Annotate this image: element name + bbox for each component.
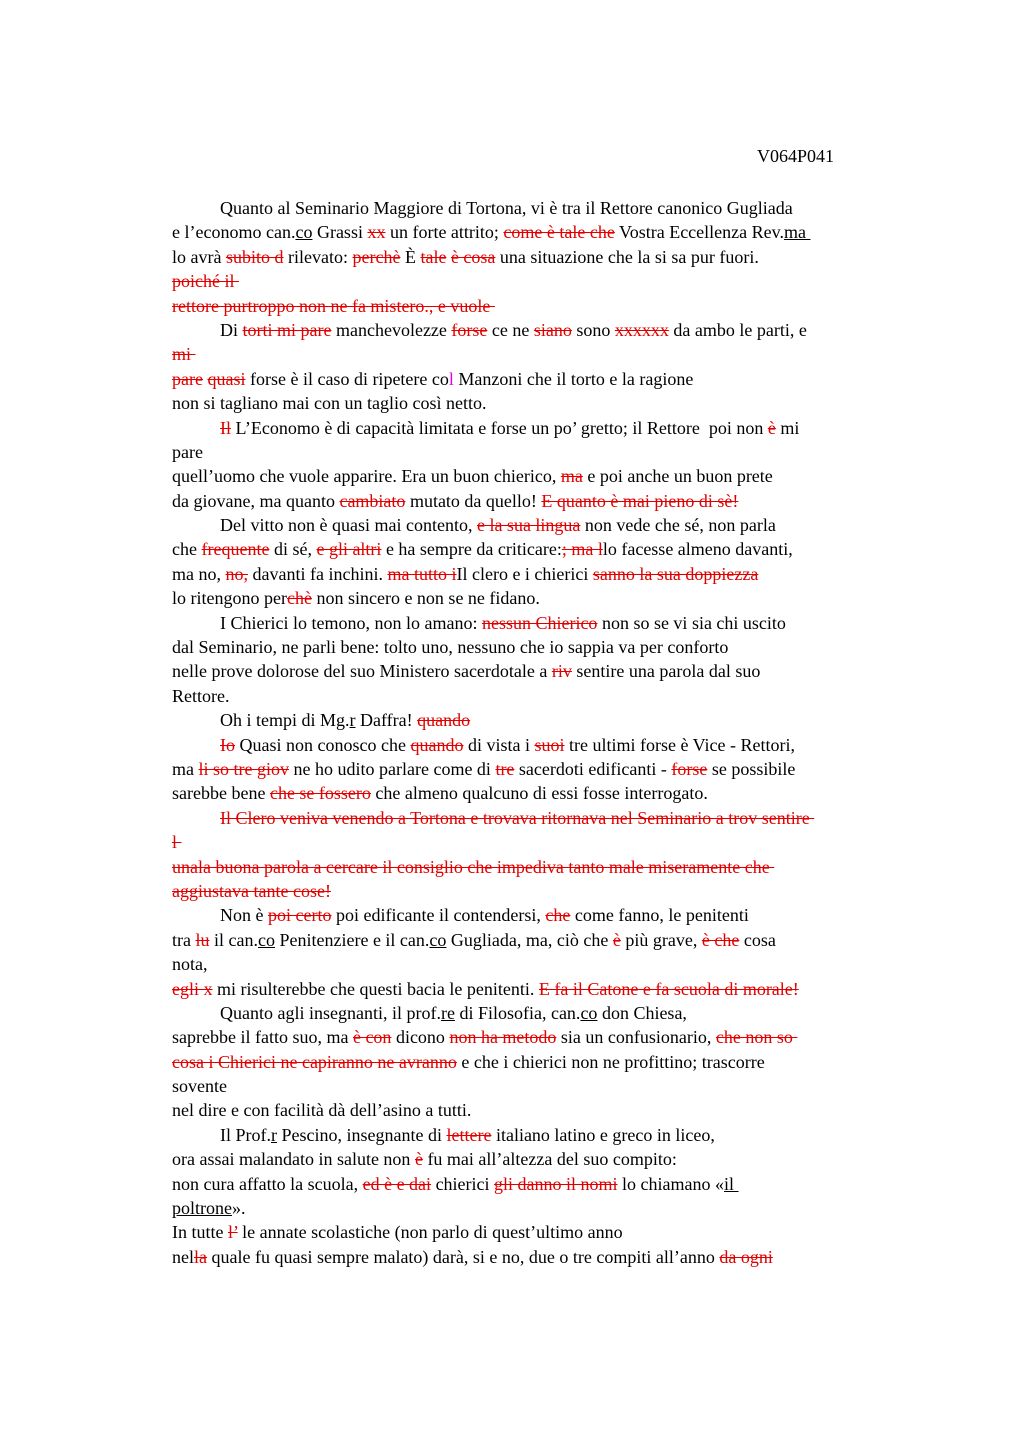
text-line (172, 635, 932, 659)
text-run: In tutte (172, 1222, 228, 1243)
text-line (172, 1245, 932, 1269)
text-line (172, 611, 932, 635)
text-line (172, 416, 932, 440)
superscript-abbreviation: co (295, 222, 313, 243)
text-run: da giovane, ma quanto (172, 490, 340, 511)
text-line (172, 562, 932, 586)
text-line (172, 440, 932, 464)
deleted-text: E fa il Catone e fa scuola di morale! (538, 978, 799, 999)
superscript-abbreviation: co (257, 929, 275, 950)
text-run: mi (775, 417, 800, 438)
text-run: e l’economo can. (172, 222, 296, 243)
text-run: tre ultimi forse è Vice - Rettori, (564, 734, 796, 755)
deleted-text: che se fossero (269, 783, 371, 804)
text-line (172, 1123, 932, 1147)
text-run: da ambo le parti, e (668, 319, 807, 340)
superscript-abbreviation: il (724, 1173, 739, 1194)
text-line (172, 806, 932, 830)
text-run: davanti fa inchini. (248, 563, 388, 584)
deleted-text: Il Clero veniva venendo a Tortona e trovava ritornava nel Seminario a trov sentire (220, 807, 815, 828)
deleted-text: cambiato (339, 490, 406, 511)
text-run: Il Prof. (220, 1124, 271, 1145)
text-run: lo facesse almeno davanti, (602, 539, 793, 560)
text-line (172, 245, 932, 269)
text-run: don Chiesa, (597, 1002, 687, 1023)
deleted-text: tre (495, 758, 515, 779)
deleted-text: chè (286, 588, 312, 609)
text-run: ma no, (172, 563, 226, 584)
text-run: manchevolezze (331, 319, 452, 340)
text-run: non cura affatto la scuola, (172, 1173, 363, 1194)
text-run: Oh i tempi di Mg. (220, 710, 350, 731)
text-run: ». (232, 1198, 246, 1219)
deleted-text: la (194, 1246, 207, 1267)
text-run: di Filosofia, can. (454, 1002, 581, 1023)
deleted-text: pare (172, 368, 203, 389)
deleted-text: xx (367, 222, 386, 243)
deleted-text: E quanto è mai pieno di sè! (541, 490, 739, 511)
text-run: sarebbe bene (172, 783, 270, 804)
text-line (172, 781, 932, 805)
deleted-text: ed è e dai (362, 1173, 432, 1194)
text-run: Il clero e i chierici (456, 563, 593, 584)
deleted-text: xxxxxx (614, 319, 669, 340)
text-run: come fanno, le penitenti (570, 905, 749, 926)
text-run: fu mai all’altezza del suo compito: (422, 1149, 677, 1170)
text-line (172, 830, 932, 854)
deleted-text: quando (417, 710, 471, 731)
text-run: È (400, 246, 421, 267)
text-run: Vostra Eccellenza Rev. (614, 222, 784, 243)
text-run: se possibile (707, 758, 796, 779)
deleted-text: riv (551, 661, 572, 682)
superscript-abbreviation: ma (783, 222, 811, 243)
deleted-text: ma tutto i (387, 563, 457, 584)
text-line (172, 196, 932, 220)
deleted-text: suoi (534, 734, 565, 755)
text-line (172, 537, 932, 561)
text-run: lo avrà (172, 246, 226, 267)
deleted-text: è con (352, 1027, 392, 1048)
text-line (172, 269, 932, 293)
deleted-text: nessun Chierico (481, 612, 598, 633)
text-run: ora assai malandato in salute non (172, 1149, 415, 1170)
text-line (172, 1098, 932, 1122)
deleted-text: l’ (228, 1222, 238, 1243)
deleted-text: non ha metodo (449, 1027, 557, 1048)
text-run: quell’uomo che vuole apparire. Era un buon chierico, (172, 466, 561, 487)
deleted-text: come è tale che (503, 222, 615, 243)
text-run: quale fu quasi sempre malato) darà, si e no, due o tre compiti all’anno (207, 1246, 720, 1267)
deleted-text: siano (533, 319, 572, 340)
text-run: Pescino, insegnante di (277, 1124, 447, 1145)
text-run: sono (571, 319, 615, 340)
text-run: Grassi (312, 222, 368, 243)
deleted-text: tale (420, 246, 447, 267)
text-line (172, 586, 932, 610)
text-run: di vista i (463, 734, 535, 755)
deleted-text: egli x (172, 978, 213, 999)
deleted-text: ; ma l (561, 539, 603, 560)
text-line (172, 855, 932, 879)
text-run: sacerdoti edificanti - (514, 758, 672, 779)
text-run: più grave, (620, 929, 702, 950)
text-line (172, 489, 932, 513)
text-run: non sincero e non se ne fidano. (311, 588, 540, 609)
text-run: rilevato: (283, 246, 353, 267)
text-line (172, 1074, 932, 1098)
text-line (172, 977, 932, 1001)
superscript-abbreviation: co (429, 929, 447, 950)
deleted-text: quasi (207, 368, 246, 389)
text-run: mi risulterebbe che questi bacia le penitenti. (212, 978, 539, 999)
text-run: non vede che sé, non parla (580, 515, 776, 536)
superscript-abbreviation: co (580, 1002, 598, 1023)
text-run: una situazione che la si sa pur fuori. (495, 246, 759, 267)
text-line (172, 757, 932, 781)
deleted-text: è (612, 929, 621, 950)
deleted-text: Io (220, 734, 235, 755)
text-run: sentire una parola dal suo (571, 661, 761, 682)
text-run: lo ritengono per (172, 588, 287, 609)
inserted-text: l (448, 368, 454, 389)
superscript-abbreviation: r (349, 710, 356, 731)
deleted-text: mi (172, 344, 196, 365)
text-run: saprebbe il fatto suo, ma (172, 1027, 353, 1048)
text-line (172, 928, 932, 952)
text-run: non so se vi sia chi uscito (597, 612, 786, 633)
text-run: sia un confusionario, (556, 1027, 716, 1048)
text-line (172, 391, 932, 415)
deleted-text: quando (410, 734, 464, 755)
text-run: che (172, 539, 202, 560)
text-run: e che i chierici non ne profittino; trascorre (456, 1051, 765, 1072)
text-line (172, 1196, 932, 1220)
text-line (172, 903, 932, 927)
superscript-abbreviation: re (440, 1002, 455, 1023)
deleted-text: aggiustava tante cose! (172, 880, 331, 901)
deleted-text: che non so (715, 1027, 798, 1048)
deleted-text: li so tre giov (198, 758, 289, 779)
manuscript-transcription-body (172, 196, 932, 1269)
text-line (172, 1220, 932, 1244)
deleted-text: cosa i Chierici ne capiranno ne avranno (172, 1051, 457, 1072)
deleted-text: e la sua lingua (476, 515, 581, 536)
deleted-text: perchè (352, 246, 401, 267)
text-line (172, 1172, 932, 1196)
text-run: italiano latino e greco in liceo, (491, 1124, 715, 1145)
deleted-text: poiché il (172, 271, 239, 292)
text-line (172, 708, 932, 732)
text-run: il can. (209, 929, 258, 950)
text-run: ne ho udito parlare come di (289, 758, 496, 779)
deleted-text: lu (195, 929, 210, 950)
text-run: le annate scolastiche (non parlo di quest’ultimo anno (237, 1222, 623, 1243)
text-line (172, 879, 932, 903)
text-run: e ha sempre da criticare: (381, 539, 562, 560)
text-run: poi edificante il contendersi, (331, 905, 546, 926)
text-line (172, 659, 932, 683)
text-run: Quasi non conosco che (235, 734, 411, 755)
text-run: Del vitto non è quasi mai contento, (220, 515, 477, 536)
deleted-text: lettere (446, 1124, 492, 1145)
text-run: e poi anche un buon prete (582, 466, 773, 487)
text-run: che almeno qualcuno di essi fosse interrogato. (370, 783, 708, 804)
deleted-text: è (414, 1149, 423, 1170)
text-line (172, 294, 932, 318)
page-identifier: V064P041 (757, 146, 835, 166)
text-run: chierici (431, 1173, 495, 1194)
deleted-text: frequente (201, 539, 270, 560)
text-run: mutato da quello! (405, 490, 542, 511)
deleted-text: rettore purtroppo non ne fa mistero., e vuole (172, 295, 495, 316)
text-run: dal Seminario, ne parli bene: tolto uno, nessuno che io sappia va per conforto (172, 637, 729, 658)
deleted-text: è che (701, 929, 740, 950)
text-run: di sé, (269, 539, 317, 560)
text-run: forse è il caso di ripetere co (245, 368, 449, 389)
deleted-text: subito d (225, 246, 284, 267)
deleted-text: sanno la sua doppiezza (592, 563, 759, 584)
text-run: Di (220, 319, 243, 340)
text-run: Non è (220, 905, 268, 926)
deleted-text: poi certo (268, 905, 332, 926)
text-line (172, 464, 932, 488)
text-run: tra (172, 929, 196, 950)
text-run: Penitenziere e il can. (274, 929, 430, 950)
text-line (172, 733, 932, 757)
deleted-text: forse (671, 758, 708, 779)
deleted-text: l (172, 832, 182, 853)
text-run: Gugliada, ma, ciò che (446, 929, 613, 950)
text-run: un forte attrito; (385, 222, 504, 243)
text-line (172, 220, 932, 244)
deleted-text: è (767, 417, 776, 438)
superscript-abbreviation: r (271, 1124, 277, 1145)
text-run: nel dire e con facilità dà dell’asino a tutti. (172, 1100, 472, 1121)
deleted-text: unala buona parola a cercare il consiglio che impediva tanto male miseramente che (172, 856, 775, 877)
text-line (172, 1050, 932, 1074)
text-line (172, 1025, 932, 1049)
deleted-text: da ogni (719, 1246, 773, 1267)
text-line (172, 1001, 932, 1025)
deleted-text: è cosa (450, 246, 496, 267)
text-line (172, 952, 932, 976)
superscript-abbreviation: poltrone (172, 1198, 232, 1219)
deleted-text: Il (220, 417, 231, 438)
text-line (172, 1147, 932, 1171)
text-run: nota, (172, 954, 208, 975)
text-run: Daffra! (355, 710, 418, 731)
text-line (172, 318, 932, 342)
text-run: nel (172, 1246, 194, 1267)
text-run: pare (172, 441, 203, 462)
deleted-text: e gli altri (316, 539, 382, 560)
text-run: ma (172, 758, 199, 779)
text-line (172, 367, 932, 391)
text-run: L’Economo è di capacità limitata e forse un po’ gretto; il Rettore poi non (231, 417, 768, 438)
text-run: ce ne (487, 319, 534, 340)
text-run: non si tagliano mai con un taglio così netto. (172, 393, 487, 414)
text-run: sovente (172, 1076, 227, 1097)
text-line (172, 684, 932, 708)
deleted-text: che (545, 905, 571, 926)
text-run: nelle prove dolorose del suo Ministero sacerdotale a (172, 661, 552, 682)
text-run: Rettore. (172, 685, 230, 706)
text-run: cosa (739, 929, 776, 950)
text-run: I Chierici lo temono, non lo amano: (220, 612, 482, 633)
text-run: Quanto agli insegnanti, il prof. (220, 1002, 441, 1023)
text-line (172, 513, 932, 537)
text-run: dicono (391, 1027, 450, 1048)
text-run: lo chiamano « (617, 1173, 725, 1194)
text-line (172, 342, 932, 366)
deleted-text: torti mi pare (242, 319, 332, 340)
text-run: Manzoni che il torto e la ragione (453, 368, 694, 389)
text-run: Quanto al Seminario Maggiore di Tortona, vi è tra il Rettore canonico Gugliada (220, 198, 793, 218)
deleted-text: no, (225, 563, 248, 584)
deleted-text: gli danno il nomi (494, 1173, 618, 1194)
deleted-text: forse (451, 319, 488, 340)
deleted-text: ma (560, 466, 583, 487)
